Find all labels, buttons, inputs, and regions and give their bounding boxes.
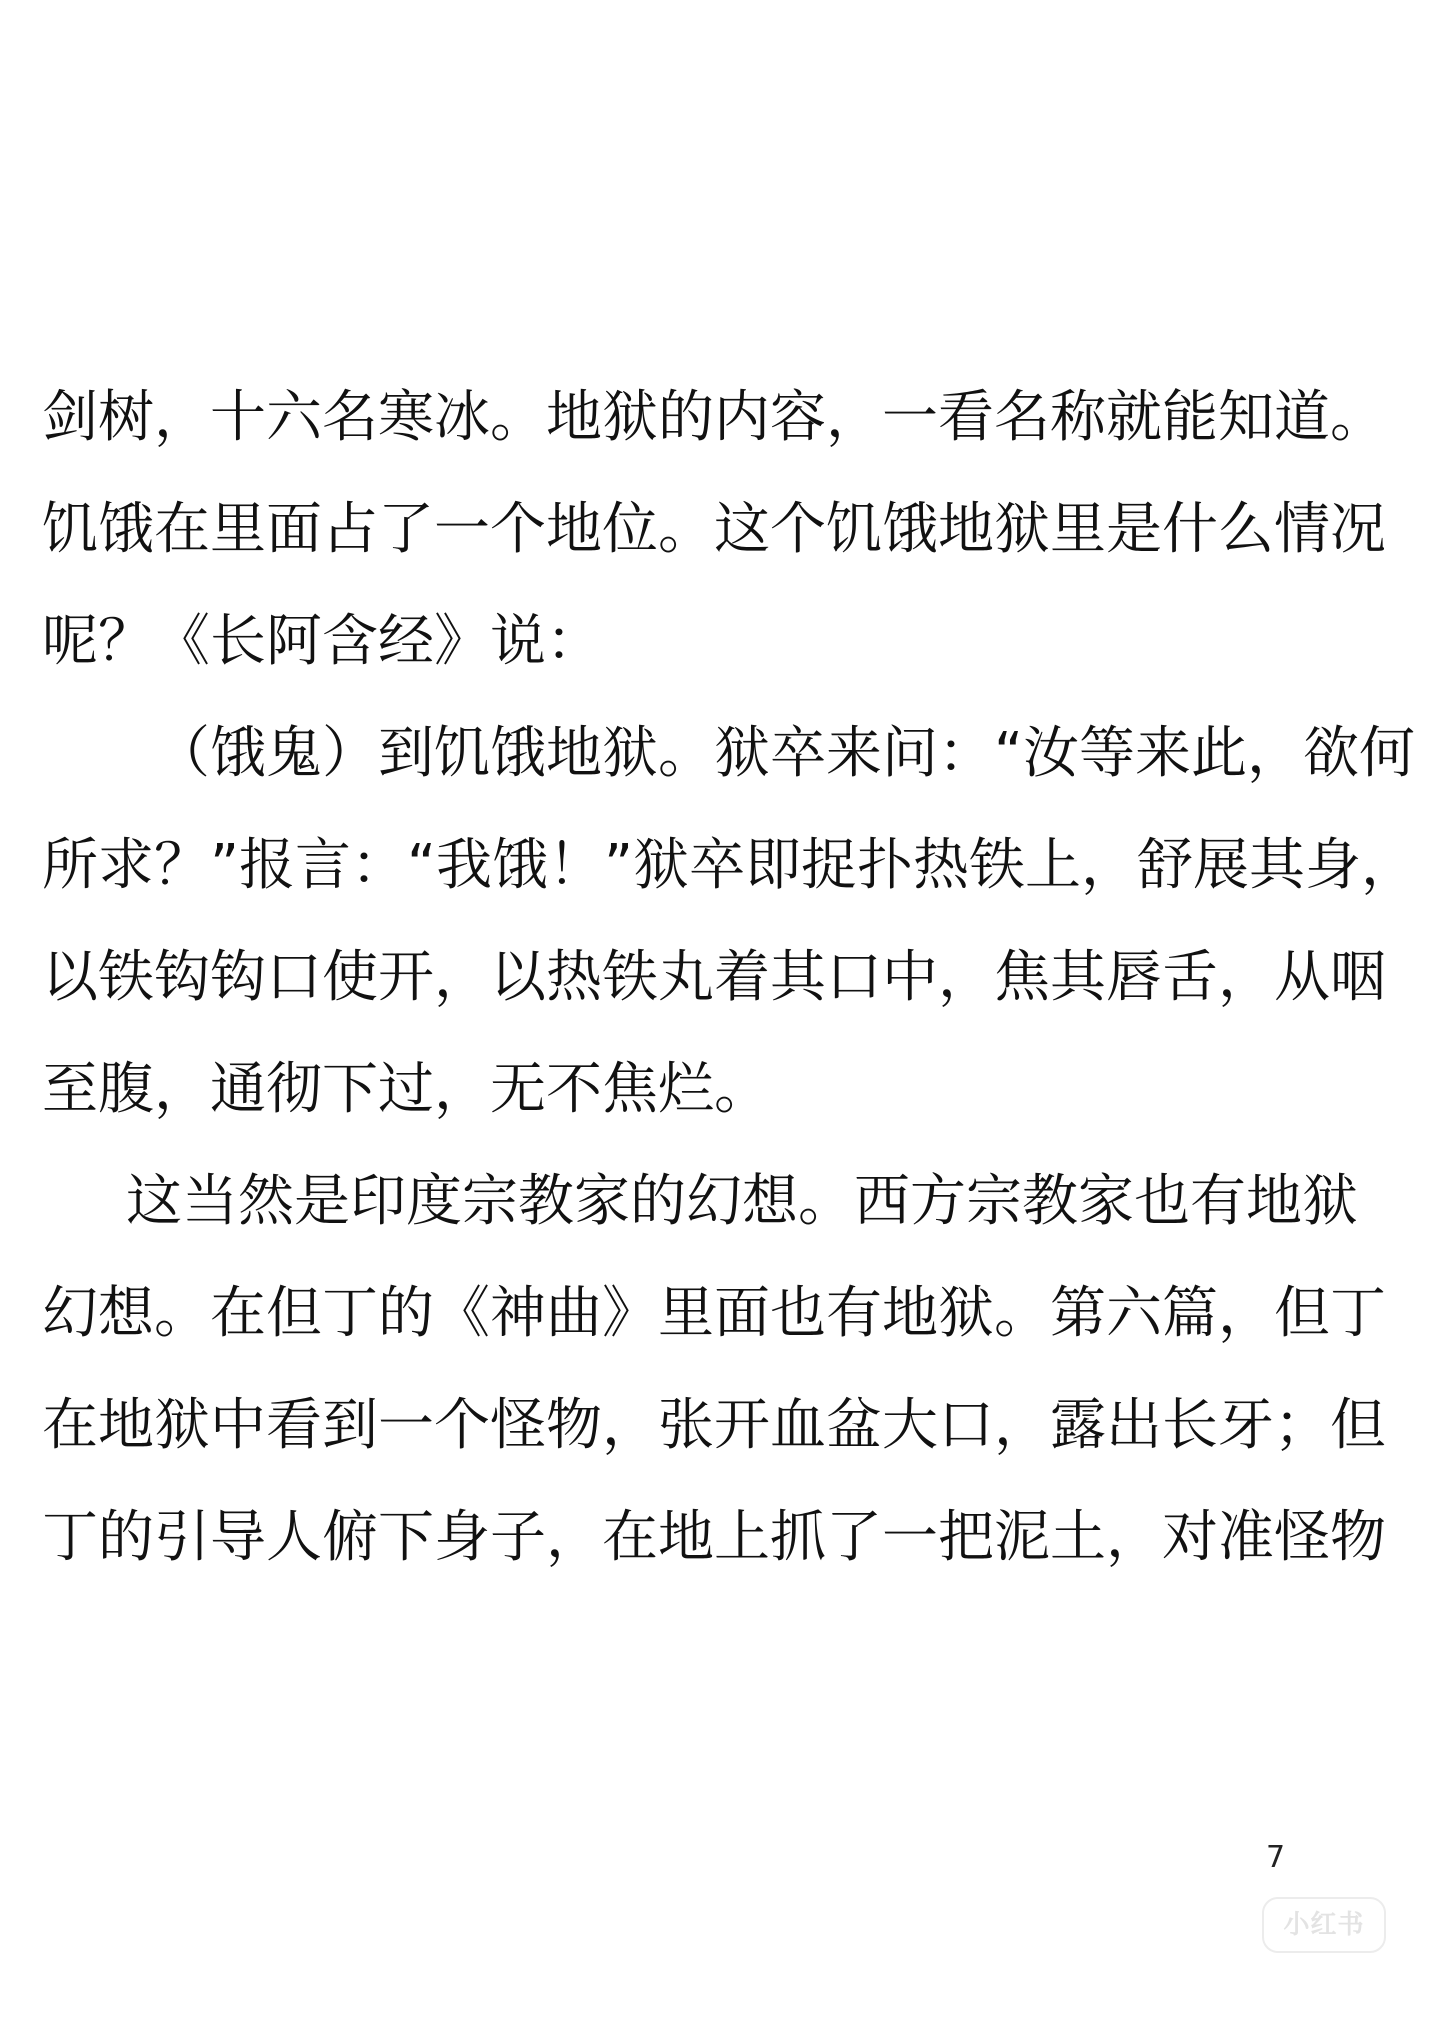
text-line: 这当然是印度宗教家的幻想。西方宗教家也有地狱 [126,1169,1358,1234]
quote-line: 所求？”报言：“我饿！”狱卒即捉扑热铁上，舒展其身， [42,833,1418,898]
text-line: 剑树，十六名寒冰。地狱的内容，一看名称就能知道。 [42,385,1386,450]
text-line: 饥饿在里面占了一个地位。这个饥饿地狱里是什么情况 [42,497,1386,562]
page-number: 7 [1266,1840,1286,1875]
quote-line: 以铁钩钩口使开，以热铁丸着其口中，焦其唇舌，从咽 [42,945,1386,1010]
text-line: 丁的引导人俯下身子，在地上抓了一把泥土，对准怪物 [42,1505,1386,1570]
text-line: 在地狱中看到一个怪物，张开血盆大口，露出长牙；但 [42,1393,1386,1458]
quote-line: （饿鬼）到饥饿地狱。狱卒来问：“汝等来此，欲何 [154,721,1416,786]
body-text [42,362,1420,1594]
quote-line: 至腹，通彻下过，无不焦烂。 [42,1057,770,1122]
text-line: 幻想。在但丁的《神曲》里面也有地狱。第六篇，但丁 [42,1281,1386,1346]
text-line: 呢？《长阿含经》说： [42,609,602,674]
watermark-logo: 小红书 [1262,1897,1386,1953]
